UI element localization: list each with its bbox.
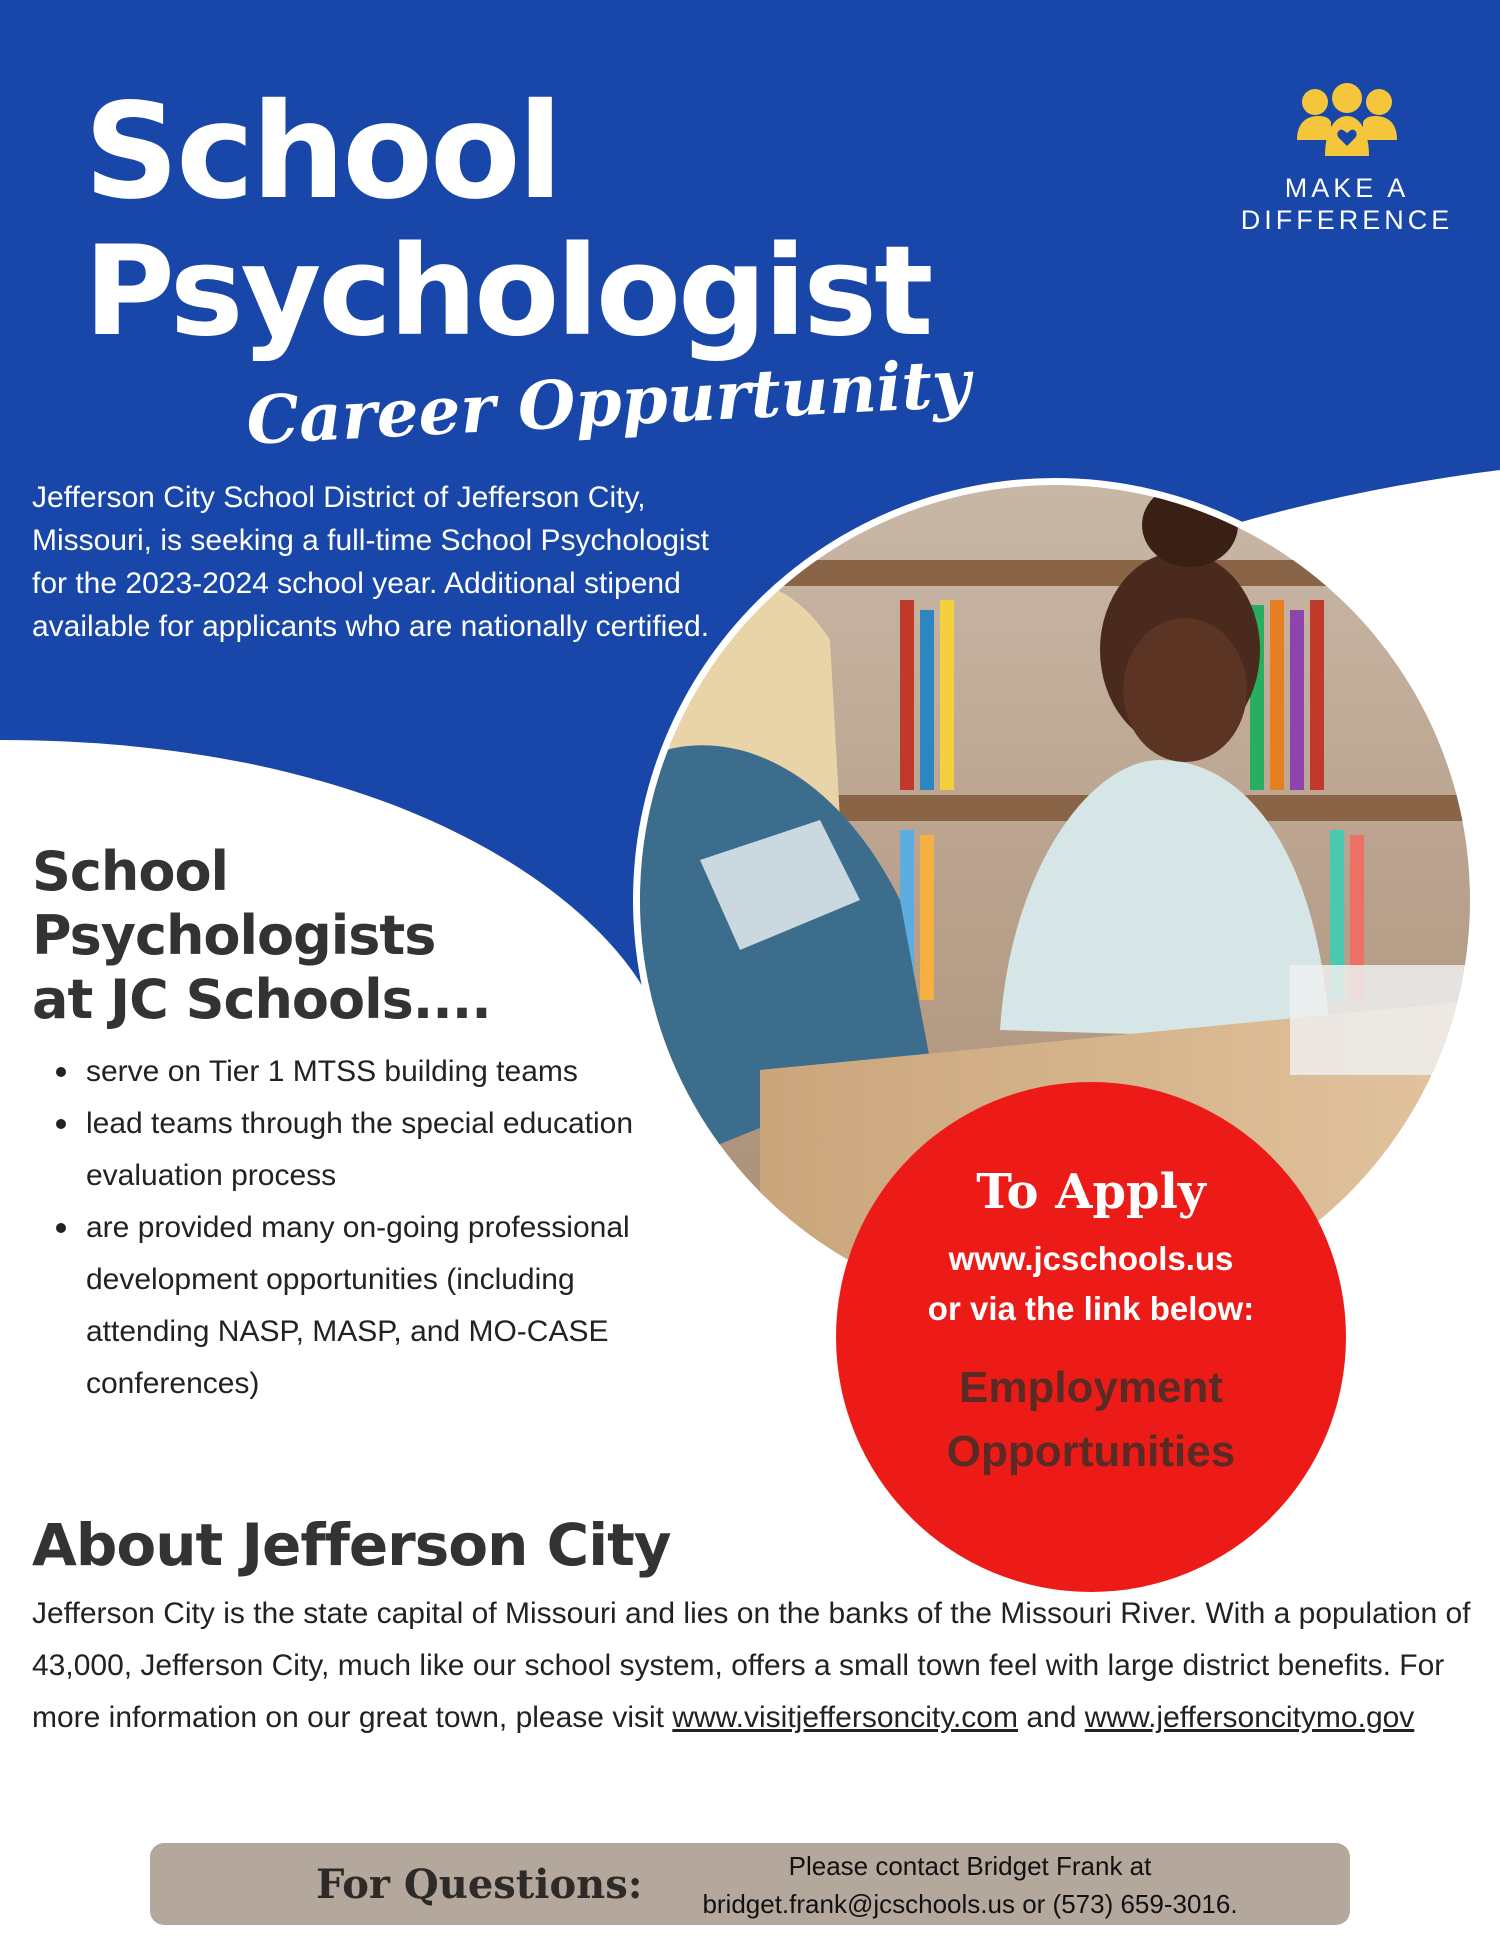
questions-line-1: Please contact Bridget Frank at	[788, 1851, 1152, 1881]
about-paragraph	[32, 1588, 1472, 1744]
questions-bar	[150, 1843, 1350, 1925]
apply-link-line-2: Opportunities	[946, 1427, 1236, 1476]
bullet-item	[48, 1098, 688, 1202]
questions-label: For Questions:	[316, 1861, 643, 1908]
to-apply-circle	[836, 1082, 1346, 1592]
about-body-text: Jefferson City is the state capital of Missouri and lies on the banks of the Missouri River. With a population of 43,000, Jefferson City, much like our school system, offers a small town feel with large district benefits. For more information on our great town, please visit	[32, 1597, 1471, 1734]
bullet-dot-icon	[56, 1119, 66, 1129]
about-heading: About Jefferson City	[32, 1511, 671, 1579]
page-title	[84, 75, 931, 364]
page-subtitle: Career Oppurtunity	[244, 344, 973, 460]
bullet-dot-icon	[56, 1223, 66, 1233]
apply-title: To Apply	[976, 1164, 1206, 1220]
apply-link-line-1: Employment	[958, 1363, 1224, 1412]
bullet-text: serve on Tier 1 MTSS building teams	[86, 1055, 578, 1088]
apply-instruction: or via the link below:	[927, 1290, 1255, 1327]
psychologists-heading	[32, 840, 672, 1032]
bullet-item	[48, 1046, 688, 1098]
title-line-psychologist: Psychologist	[84, 220, 931, 364]
about-conjunction: and	[1026, 1701, 1077, 1734]
jefferson-city-gov-link[interactable]: www.jeffersoncitymo.gov	[1084, 1701, 1415, 1734]
psychologists-heading-line-2: Psychologists	[32, 904, 436, 967]
intro-paragraph: Jefferson City School District of Jefferson City, Missouri, is seeking a full-time School Psychologist for the 2023-2024 school year. Additional stipend available for applicants who are nationally certified.	[32, 481, 710, 643]
psychologists-bullet-list	[48, 1046, 688, 1410]
title-line-school: School	[84, 75, 560, 229]
badge-line-1: MAKE A	[1284, 173, 1410, 203]
psychologists-heading-line-3: at JC Schools....	[32, 968, 491, 1031]
questions-contact	[650, 1847, 1290, 1923]
people-heart-icon	[1295, 82, 1399, 158]
make-a-difference-badge	[1232, 82, 1462, 236]
visit-jefferson-city-link[interactable]: www.visitjeffersoncity.com	[672, 1701, 1018, 1734]
apply-website: www.jcschools.us	[948, 1240, 1234, 1277]
bullet-item	[48, 1202, 688, 1410]
bullet-text: are provided many on-going professional development opportunities (including attending NASP, MASP, and MO-CASE conferences)	[86, 1211, 630, 1400]
badge-line-2: DIFFERENCE	[1240, 205, 1454, 235]
questions-line-2: bridget.frank@jcschools.us or (573) 659-3016.	[702, 1889, 1238, 1919]
bullet-dot-icon	[56, 1067, 66, 1077]
psychologists-heading-line-1: School	[32, 840, 229, 903]
bullet-text: lead teams through the special education evaluation process	[86, 1107, 634, 1192]
employment-opportunities-link[interactable]	[836, 1356, 1346, 1484]
